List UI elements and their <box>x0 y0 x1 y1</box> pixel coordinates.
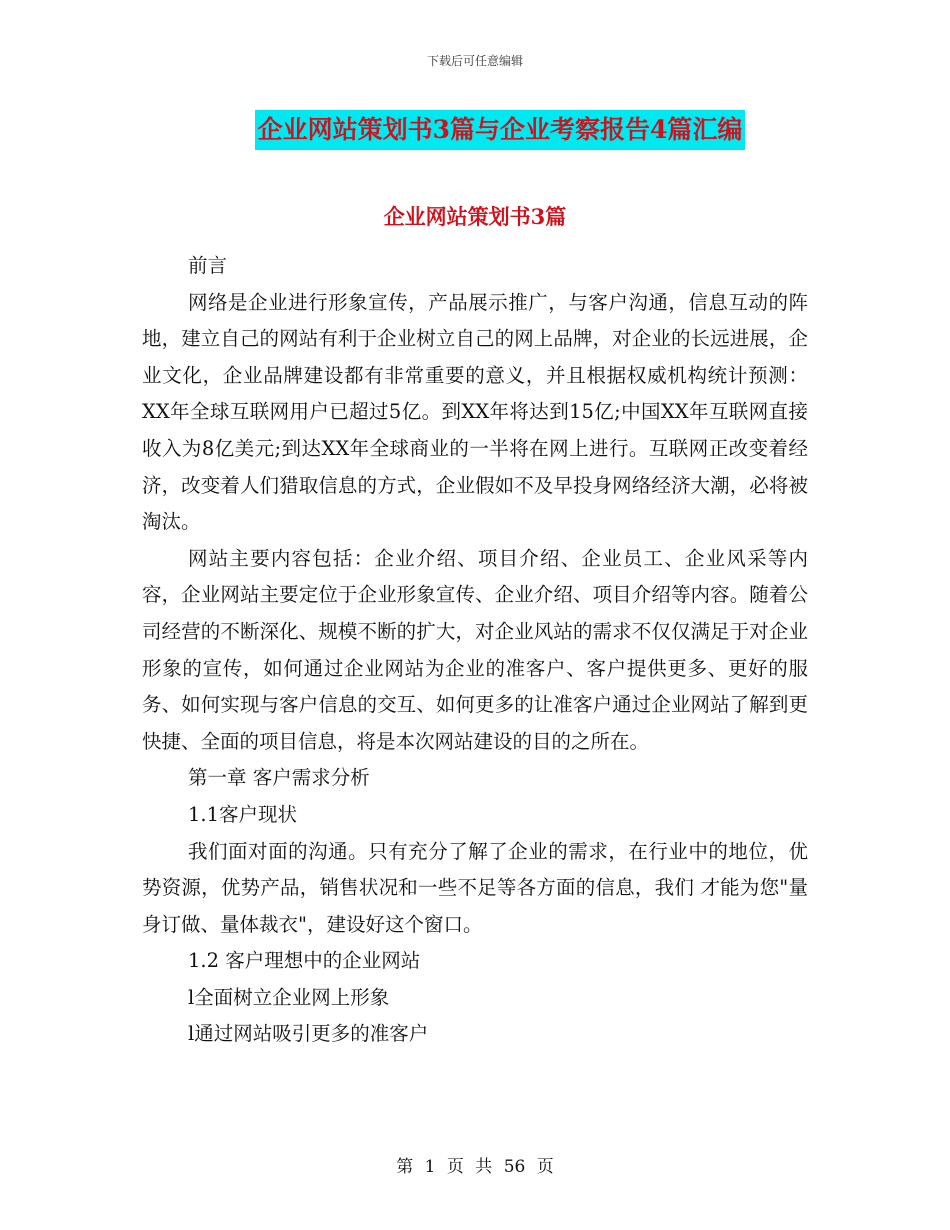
document-title: 企业网站策划书3篇与企业考察报告4篇汇编 <box>255 110 746 150</box>
body-paragraph: 网络是企业进行形象宣传，产品展示推广，与客户沟通，信息互动的阵地，建立自己的网站有利于企业树立自己的网上品牌，对企业的长远进展，企业文化，企业品牌建设都有非常重要的意义，并且根据权威机构统计预测：XX年全球互联网用户已超过5亿。到XX年将达到15亿;中国XX年互联网直接收入为8亿美元;到达XX年全球商业的一半将在网上进行。互联网正改变着经济，改变着人们猎取信息的方式，企业假如不及早投身网络经济大潮，必将被淘汰。 <box>142 290 808 534</box>
document-body <box>142 248 808 1053</box>
heading-preface: 前言 <box>188 254 228 277</box>
body-paragraph: 网站主要内容包括：企业介绍、项目介绍、企业员工、企业风采等内容，企业网站主要定位于企业形象宣传、企业介绍、项目介绍等内容。随着公司经营的不断深化、规模不断的扩大，对企业风站的需求不仅仅满足于对企业形象的宣传，如何通过企业网站为企业的准客户、客户提供更多、更好的服务、如何实现与客户信息的交互、如何更多的让准客户通过企业网站了解到更快捷、全面的项目信息，将是本次网站建设的目的之所在。 <box>142 546 808 753</box>
subsection-heading: 1.2 客户理想中的企业网站 <box>188 949 421 973</box>
header-note: 下载后可任意编辑 <box>426 54 523 68</box>
list-item: l全面树立企业网上形象 <box>188 985 390 1009</box>
body-paragraph: 我们面对面的沟通。只有充分了解了企业的需求，在行业中的地位，优势资源，优势产品，销售状况和一些不足等各方面的信息，我们 才能为您"量身订做、量体裁衣"，建设好这个窗口。 <box>142 839 808 936</box>
chapter-heading: 第一章 客户需求分析 <box>188 766 370 790</box>
document-title-container <box>0 110 950 150</box>
subsection-heading: 1.1客户现状 <box>188 802 298 826</box>
list-item: l通过网站吸引更多的准客户 <box>188 1022 429 1046</box>
page-number: 第 1 页 共 56 页 <box>396 1157 554 1177</box>
section-title: 企业网站策划书3篇 <box>383 204 567 229</box>
